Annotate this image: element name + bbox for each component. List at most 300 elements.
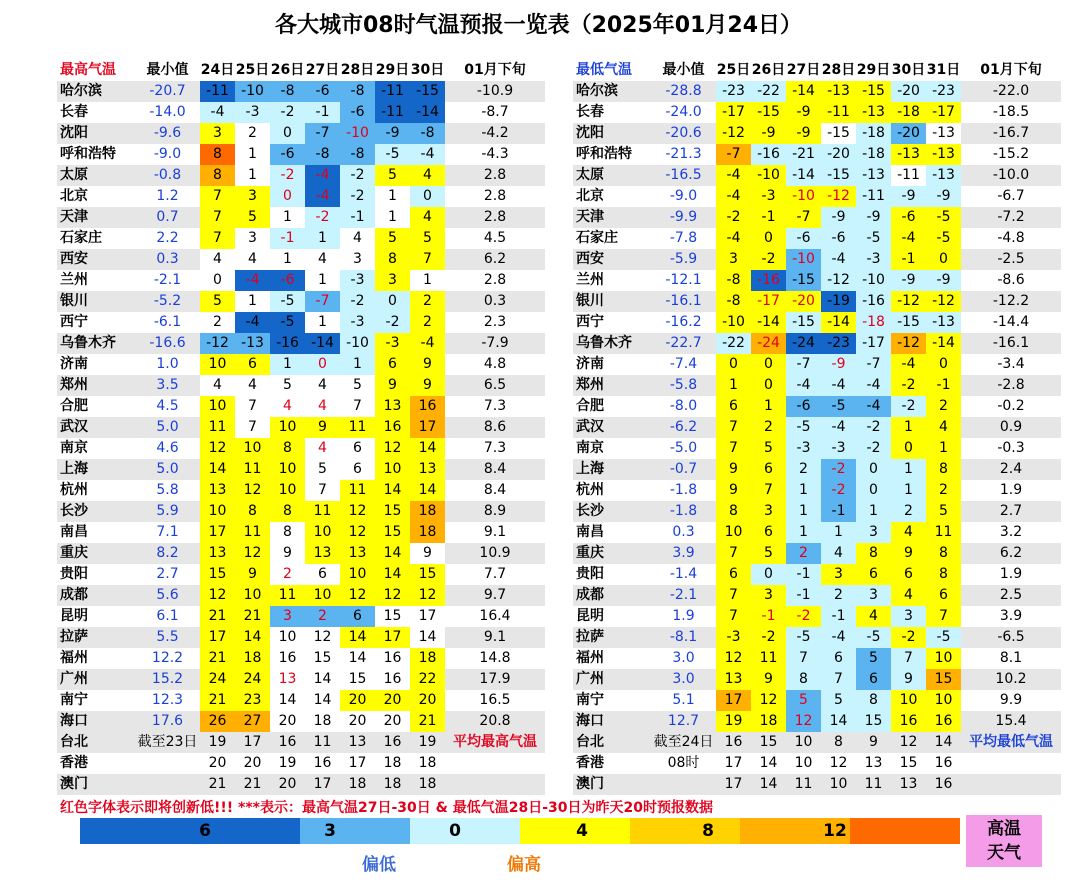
temp-cell: 7	[200, 228, 235, 249]
temp-cell: -2	[340, 291, 375, 312]
temp-cell: -9	[821, 354, 856, 375]
min-value: 12.2	[135, 648, 200, 669]
temp-cell: 13	[200, 480, 235, 501]
min-value: -16.5	[651, 165, 716, 186]
temp-cell: 9	[410, 354, 445, 375]
min-value: -7.4	[651, 354, 716, 375]
decade-average: 7.3	[445, 396, 545, 417]
temp-cell: 1	[375, 207, 410, 228]
temp-cell: 8	[270, 501, 305, 522]
min-value: 5.5	[135, 627, 200, 648]
temp-cell: -16	[751, 144, 786, 165]
temp-cell: 2	[891, 501, 926, 522]
decade-average: 7.3	[445, 438, 545, 459]
table-row	[573, 228, 1061, 249]
decade-average: -2.8	[961, 375, 1061, 396]
table-row	[573, 165, 1061, 186]
temp-cell: -23	[716, 81, 751, 102]
temp-cell: 9	[751, 669, 786, 690]
temp-cell: -8	[340, 144, 375, 165]
min-value: 4.6	[135, 438, 200, 459]
legend-seg-yellow	[520, 818, 630, 844]
city-name: 石家庄	[57, 228, 135, 249]
table-row	[57, 669, 545, 690]
temp-cell: 5	[751, 438, 786, 459]
temp-cell: -19	[821, 291, 856, 312]
temp-cell: -18	[856, 144, 891, 165]
city-name: 昆明	[57, 606, 135, 627]
temp-cell: 12	[751, 690, 786, 711]
city-name: 乌鲁木齐	[57, 333, 135, 354]
temp-cell: 7	[200, 207, 235, 228]
city-name: 兰州	[57, 270, 135, 291]
column-header: 29日	[375, 62, 410, 78]
table-row	[573, 123, 1061, 144]
extra-label	[135, 774, 200, 795]
temp-cell: 1	[891, 459, 926, 480]
temp-cell: -4	[786, 375, 821, 396]
temp-cell: -2	[716, 207, 751, 228]
temp-cell: 5	[821, 690, 856, 711]
legend-tick: 12	[823, 821, 847, 841]
temp-cell: -5	[270, 312, 305, 333]
temp-cell: 12	[235, 543, 270, 564]
temp-cell: 8	[786, 669, 821, 690]
temp-cell: -3	[786, 438, 821, 459]
table-row	[573, 522, 1061, 543]
temp-cell: 20	[200, 753, 235, 774]
temp-cell: 1	[270, 249, 305, 270]
temp-cell: 17	[200, 522, 235, 543]
temp-cell: -4	[716, 228, 751, 249]
decade-average: 9.1	[445, 627, 545, 648]
table-row-extra	[57, 753, 545, 774]
temp-cell: 8	[926, 564, 961, 585]
extra-label: 截至23日	[135, 732, 200, 753]
temp-cell: 10	[235, 585, 270, 606]
temp-cell: 2	[270, 564, 305, 585]
temp-cell: -2	[856, 438, 891, 459]
temp-cell: -15	[410, 81, 445, 102]
temp-cell: 2	[786, 459, 821, 480]
temp-cell: -9	[926, 186, 961, 207]
min-value: 17.6	[135, 711, 200, 732]
decade-average: 10.2	[961, 669, 1061, 690]
temp-cell: 24	[235, 669, 270, 690]
temp-cell: 5	[410, 228, 445, 249]
temp-cell: 7	[716, 438, 751, 459]
average-label	[445, 774, 545, 795]
min-value: -1.8	[651, 501, 716, 522]
city-name: 福州	[573, 648, 651, 669]
city-name: 长沙	[573, 501, 651, 522]
city-name: 南京	[57, 438, 135, 459]
temp-cell: 6	[235, 354, 270, 375]
temp-cell: -1	[926, 375, 961, 396]
decade-average: -14.4	[961, 312, 1061, 333]
temp-cell: 11	[235, 459, 270, 480]
table-row	[57, 249, 545, 270]
temp-cell: 13	[305, 543, 340, 564]
max-temp-table	[57, 60, 545, 795]
temp-cell: 1	[305, 228, 340, 249]
temp-cell: -2	[821, 459, 856, 480]
temp-cell: -17	[856, 333, 891, 354]
temp-cell: 5	[856, 648, 891, 669]
column-header: 27日	[786, 62, 821, 78]
min-value: 2.2	[135, 228, 200, 249]
column-header: 27日	[305, 62, 340, 78]
decade-average: -3.4	[961, 354, 1061, 375]
temp-cell: 20	[375, 711, 410, 732]
temp-cell: 15	[340, 669, 375, 690]
temp-cell: 20	[410, 690, 445, 711]
decade-average: 2.7	[961, 501, 1061, 522]
temp-cell: -13	[821, 81, 856, 102]
temp-cell: 1	[856, 501, 891, 522]
city-name: 西安	[57, 249, 135, 270]
temp-cell: 16	[926, 753, 961, 774]
city-name: 香港	[573, 753, 651, 774]
temp-cell: 17	[716, 753, 751, 774]
temp-cell: 7	[891, 648, 926, 669]
table-row	[573, 312, 1061, 333]
temp-cell: 7	[305, 480, 340, 501]
temp-cell: 9	[235, 564, 270, 585]
table-row	[573, 438, 1061, 459]
temp-cell: 5	[305, 459, 340, 480]
decade-average: 6.2	[445, 249, 545, 270]
city-name: 西宁	[57, 312, 135, 333]
column-header: 26日	[270, 62, 305, 78]
column-header: 30日	[410, 62, 445, 78]
temp-cell: 2	[305, 606, 340, 627]
temp-cell: -3	[340, 270, 375, 291]
min-value: 1.0	[135, 354, 200, 375]
temp-cell: -12	[891, 291, 926, 312]
temp-cell: 10	[891, 690, 926, 711]
temp-cell: -2	[786, 606, 821, 627]
temp-cell: 5	[375, 165, 410, 186]
temp-cell: 14	[375, 543, 410, 564]
temp-cell: 9	[410, 543, 445, 564]
min-value: 2.7	[135, 564, 200, 585]
temp-cell: -17	[926, 102, 961, 123]
column-header: 25日	[716, 62, 751, 78]
city-name: 广州	[573, 669, 651, 690]
temp-cell: 12	[821, 753, 856, 774]
temp-cell: -7	[786, 207, 821, 228]
temp-cell: -23	[821, 333, 856, 354]
decade-average: 6.5	[445, 375, 545, 396]
temp-cell: -10	[340, 333, 375, 354]
temp-cell: -1	[751, 207, 786, 228]
temp-cell: 4	[235, 375, 270, 396]
min-value: -21.3	[651, 144, 716, 165]
city-name: 成都	[57, 585, 135, 606]
temp-cell: -6	[821, 228, 856, 249]
temp-cell: 12	[375, 585, 410, 606]
min-value: 5.1	[651, 690, 716, 711]
temp-cell: -7	[856, 354, 891, 375]
temp-cell: 0	[926, 249, 961, 270]
temp-cell: 7	[410, 249, 445, 270]
page-title: 各大城市08时气温预报一览表（2025年01月24日）	[274, 13, 803, 38]
table-row	[573, 291, 1061, 312]
extra-label: 08时	[651, 753, 716, 774]
table-row	[573, 480, 1061, 501]
temp-cell: -2	[891, 375, 926, 396]
temp-cell: -2	[270, 165, 305, 186]
temp-cell: 3	[235, 186, 270, 207]
min-value: 5.0	[135, 417, 200, 438]
average-label: 平均最高气温	[445, 732, 545, 753]
legend-seg-gold	[630, 818, 740, 844]
min-value: 5.9	[135, 501, 200, 522]
temp-cell: -2	[375, 312, 410, 333]
city-name: 合肥	[57, 396, 135, 417]
temp-cell: 16	[716, 732, 751, 753]
temp-cell: 16	[375, 669, 410, 690]
city-name: 太原	[57, 165, 135, 186]
temp-cell: -3	[716, 627, 751, 648]
footnote: 红色字体表示即将创新低!!! ***表示：最高气温27日-30日 & 最低气温28日-30日为昨天20时预报数据	[60, 800, 713, 816]
min-value: 1.2	[135, 186, 200, 207]
temp-cell: 1	[786, 501, 821, 522]
temp-cell: -5	[926, 207, 961, 228]
temp-cell: 10	[305, 522, 340, 543]
decade-average: 8.4	[445, 459, 545, 480]
temp-cell: 4	[305, 438, 340, 459]
temp-cell: 10	[786, 753, 821, 774]
temp-cell: 11	[270, 585, 305, 606]
min-value: -8.1	[651, 627, 716, 648]
temp-cell: 2	[410, 312, 445, 333]
temp-cell: 24	[200, 669, 235, 690]
temp-cell: -11	[200, 81, 235, 102]
temp-cell: 15	[375, 522, 410, 543]
temp-cell: -20	[821, 144, 856, 165]
temp-cell: 8	[821, 732, 856, 753]
temp-cell: -7	[716, 144, 751, 165]
temp-cell: 16	[270, 732, 305, 753]
temp-cell: -14	[786, 165, 821, 186]
decade-average: -6.7	[961, 186, 1061, 207]
temp-cell: -2	[821, 480, 856, 501]
temp-cell: -14	[751, 312, 786, 333]
min-value: -1.8	[651, 480, 716, 501]
temp-cell: -5	[856, 228, 891, 249]
temp-cell: -1	[340, 207, 375, 228]
temp-cell: -11	[891, 165, 926, 186]
temp-cell: -1	[821, 606, 856, 627]
temp-cell: 12	[200, 585, 235, 606]
temp-cell: -10	[751, 165, 786, 186]
city-name: 银川	[573, 291, 651, 312]
city-name: 拉萨	[57, 627, 135, 648]
temp-cell: 20	[270, 711, 305, 732]
temp-cell: -4	[821, 249, 856, 270]
city-name: 澳门	[57, 774, 135, 795]
temp-cell: -12	[200, 333, 235, 354]
temp-cell: 11	[305, 501, 340, 522]
city-name: 西宁	[573, 312, 651, 333]
city-name: 天津	[57, 207, 135, 228]
min-value: -16.2	[651, 312, 716, 333]
temp-cell: -2	[340, 186, 375, 207]
temp-cell: -4	[891, 354, 926, 375]
temp-cell: 12	[340, 522, 375, 543]
table-row	[573, 459, 1061, 480]
min-value: 0.3	[651, 522, 716, 543]
decade-average: 1.9	[961, 480, 1061, 501]
table-row	[57, 207, 545, 228]
city-name: 沈阳	[57, 123, 135, 144]
table-row	[573, 207, 1061, 228]
temp-cell: 7	[200, 186, 235, 207]
decade-average: -0.3	[961, 438, 1061, 459]
temp-cell: 20	[270, 774, 305, 795]
temp-cell: -14	[786, 81, 821, 102]
temp-cell: 6	[305, 564, 340, 585]
temp-cell: -24	[786, 333, 821, 354]
city-name: 拉萨	[573, 627, 651, 648]
color-legend	[80, 818, 960, 844]
temp-cell: 0	[270, 186, 305, 207]
table-row	[573, 144, 1061, 165]
temp-cell: 1	[751, 396, 786, 417]
city-name: 哈尔滨	[57, 81, 135, 102]
temp-cell: -13	[856, 165, 891, 186]
table-row	[573, 81, 1061, 102]
table-row	[57, 291, 545, 312]
temp-cell: 26	[200, 711, 235, 732]
min-value: 5.8	[135, 480, 200, 501]
temp-cell: 0	[751, 375, 786, 396]
decade-average: -12.2	[961, 291, 1061, 312]
temp-cell: 21	[235, 774, 270, 795]
city-name: 杭州	[57, 480, 135, 501]
city-name: 郑州	[573, 375, 651, 396]
min-value: -22.7	[651, 333, 716, 354]
table-row	[573, 186, 1061, 207]
temp-cell: 5	[270, 375, 305, 396]
temp-cell: 18	[410, 648, 445, 669]
temp-cell: -10	[716, 312, 751, 333]
min-value: 12.3	[135, 690, 200, 711]
table-row	[57, 438, 545, 459]
decade-average: 2.8	[445, 270, 545, 291]
temp-cell: -2	[751, 627, 786, 648]
temp-cell: 2	[821, 585, 856, 606]
decade-average: 17.9	[445, 669, 545, 690]
temp-cell: -15	[891, 312, 926, 333]
high-temp-box	[966, 815, 1042, 867]
temp-cell: 12	[786, 711, 821, 732]
table-row	[57, 186, 545, 207]
temp-cell: 4	[200, 249, 235, 270]
temp-cell: 1	[340, 354, 375, 375]
table-row	[57, 606, 545, 627]
temp-cell: 13	[200, 543, 235, 564]
legend-seg-midblue	[300, 818, 410, 844]
temp-cell: -5	[821, 396, 856, 417]
city-name: 福州	[57, 648, 135, 669]
temp-cell: 3	[751, 585, 786, 606]
temp-cell: 12	[891, 732, 926, 753]
temp-cell: 27	[235, 711, 270, 732]
column-header: 31日	[926, 62, 961, 78]
temp-cell: 8	[926, 459, 961, 480]
legend-seg-deeporange	[850, 818, 960, 844]
temp-cell: 0	[751, 564, 786, 585]
temp-cell: 17	[200, 627, 235, 648]
table-row	[57, 522, 545, 543]
temp-cell: -14	[926, 333, 961, 354]
temp-cell: 6	[340, 459, 375, 480]
temp-cell: 7	[926, 606, 961, 627]
city-name: 成都	[573, 585, 651, 606]
min-value: -2.1	[135, 270, 200, 291]
temp-cell: -11	[375, 102, 410, 123]
temp-cell: 17	[375, 627, 410, 648]
city-name: 上海	[573, 459, 651, 480]
temp-cell: -9	[786, 123, 821, 144]
temp-cell: 3	[375, 270, 410, 291]
decade-average: -8.6	[961, 270, 1061, 291]
temp-cell: -9	[751, 123, 786, 144]
temp-cell: 4	[891, 585, 926, 606]
table-row	[573, 648, 1061, 669]
temp-cell: 16	[410, 396, 445, 417]
temp-cell: 15	[751, 732, 786, 753]
temp-cell: 14	[751, 753, 786, 774]
temp-cell: 1	[305, 270, 340, 291]
temp-cell: 10	[270, 480, 305, 501]
temp-cell: -1	[786, 585, 821, 606]
temp-cell: 1	[926, 438, 961, 459]
temp-cell: 17	[410, 606, 445, 627]
city-name: 上海	[57, 459, 135, 480]
temp-cell: -15	[751, 102, 786, 123]
temp-cell: -1	[821, 501, 856, 522]
decade-average: 8.6	[445, 417, 545, 438]
decade-average: 8.1	[961, 648, 1061, 669]
decade-average: 8.4	[445, 480, 545, 501]
temp-cell: 6	[926, 585, 961, 606]
temp-cell: 3	[200, 123, 235, 144]
temp-cell: 4	[305, 375, 340, 396]
temp-cell: 3	[821, 564, 856, 585]
decade-average: -16.7	[961, 123, 1061, 144]
temp-cell: -4	[856, 375, 891, 396]
temp-cell: 15	[375, 501, 410, 522]
temp-cell: 14	[821, 711, 856, 732]
temp-cell: -6	[305, 81, 340, 102]
extra-label	[651, 774, 716, 795]
temp-cell: -4	[856, 396, 891, 417]
temp-cell: 3	[856, 522, 891, 543]
table-row	[57, 648, 545, 669]
temp-cell: 10	[270, 417, 305, 438]
average-label: 平均最低气温	[961, 732, 1061, 753]
decade-average: 2.8	[445, 165, 545, 186]
legend-tick: 3	[324, 821, 336, 841]
temp-cell: 0	[856, 459, 891, 480]
temp-cell: -4	[891, 228, 926, 249]
city-name: 澳门	[573, 774, 651, 795]
temp-cell: -22	[751, 81, 786, 102]
